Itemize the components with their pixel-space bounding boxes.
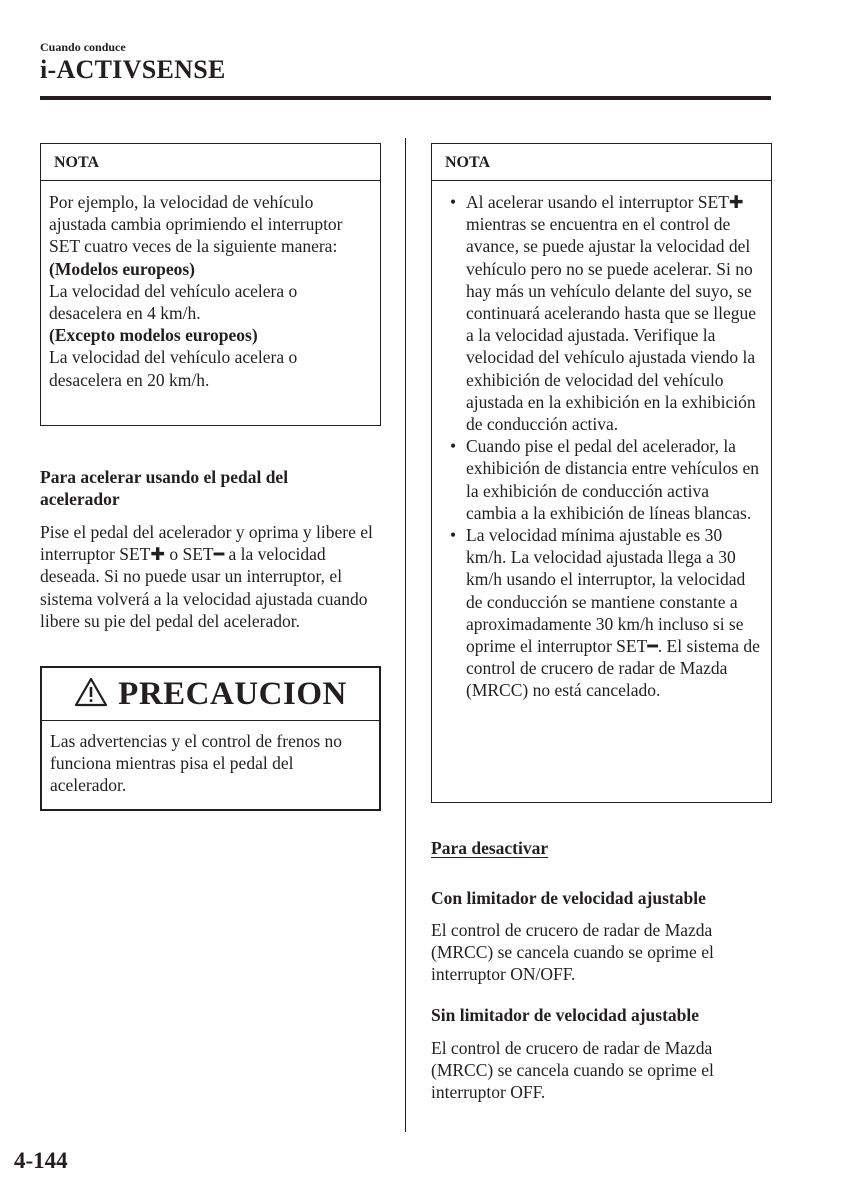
without-limiter-text: El control de crucero de radar de Mazda (MRCC) se cancela cuando se oprime el interruptor OFF. [431,1038,714,1103]
page-title: i-ACTIVSENSE [40,55,226,84]
bullet-icon: • [450,525,457,546]
with-limiter-heading: Con limitador de velocidad ajustable [431,888,706,908]
left-nota-euro-text: La velocidad del vehículo acelera o desacelera en 4 km/h. [49,280,298,324]
left-nota-label: NOTA [41,144,380,181]
list-item [440,524,763,702]
without-limiter-heading: Sin limitador de velocidad ajustable [431,1005,700,1025]
accel-heading: Para acelerar usando el pedal del acelerador [40,467,289,510]
section-label: Cuando conduce [40,40,126,54]
right-nota-bullets [440,191,763,702]
bullet-text: La velocidad mínima ajustable es 30 km/h. La velocidad ajustada llega a 30 km/h usando el interruptor, la velocidad de conducción se mantiene constante a aproximadamente 30 km/h incluso si se oprime el interruptor SET━. El sistema de control de crucero de radar de Mazda (MRCC) no está cancelado. [466,525,760,701]
left-nota-box [40,143,381,426]
deactivate-heading: Para desactivar [431,838,549,858]
with-limiter-text: El control de crucero de radar de Mazda (MRCC) se cancela cuando se oprime el interruptor ON/OFF. [431,920,714,985]
caution-header [42,668,379,721]
accel-paragraph: Pise el pedal del acelerador y oprima y libere el interruptor SET✚ o SET━ a la velocidad deseada. Si no puede usar un interruptor, el sistema volverá a la velocidad ajustada cuando libere su pie del pedal del acelerador. [40,522,373,631]
bullet-text: Al acelerar usando el interruptor SET✚ mientras se encuentra en el control de avance, se puede ajustar la velocidad del vehículo pero no se puede acelerar. Si no hay más un vehículo delante del suyo, se continuará acelerando hasta que se llegue a la velocidad ajustada. Verifique la velocidad del vehículo ajustada viendo la exhibición de velocidad del vehículo ajustada en la exhibición en la exhibición de conducción activa. [466,192,757,435]
left-nota-euro-heading: (Modelos europeos) [49,258,195,279]
page-number: 4-144 [14,1148,68,1173]
left-nota-non-euro-heading: (Excepto modelos europeos) [49,325,258,346]
caution-title: PRECAUCION [118,675,347,712]
left-nota-intro: Por ejemplo, la velocidad de vehículo ajustada cambia oprimiendo el interruptor SET cuatro veces de la siguiente manera: [49,192,343,257]
right-nota-box [431,143,772,803]
bullet-text: Cuando pise el pedal del acelerador, la exhibición de distancia entre vehículos en la exhibición de conducción activa cambia a la exhibición de líneas blancas. [466,436,760,523]
header-rule [40,96,771,100]
left-nota-body [41,181,380,391]
column-divider [405,138,406,1132]
list-item [440,435,763,524]
list-item [440,191,763,435]
right-nota-label: NOTA [432,144,771,181]
warning-triangle-icon [74,677,108,712]
caution-box [40,666,381,811]
right-nota-body [432,181,771,702]
caution-text: Las advertencias y el control de frenos no funciona mientras pisa el pedal del acelerador. [50,731,343,796]
left-nota-non-euro-text: La velocidad del vehículo acelera o desacelera en 20 km/h. [49,347,298,390]
bullet-icon: • [450,192,457,212]
bullet-icon: • [450,436,457,457]
